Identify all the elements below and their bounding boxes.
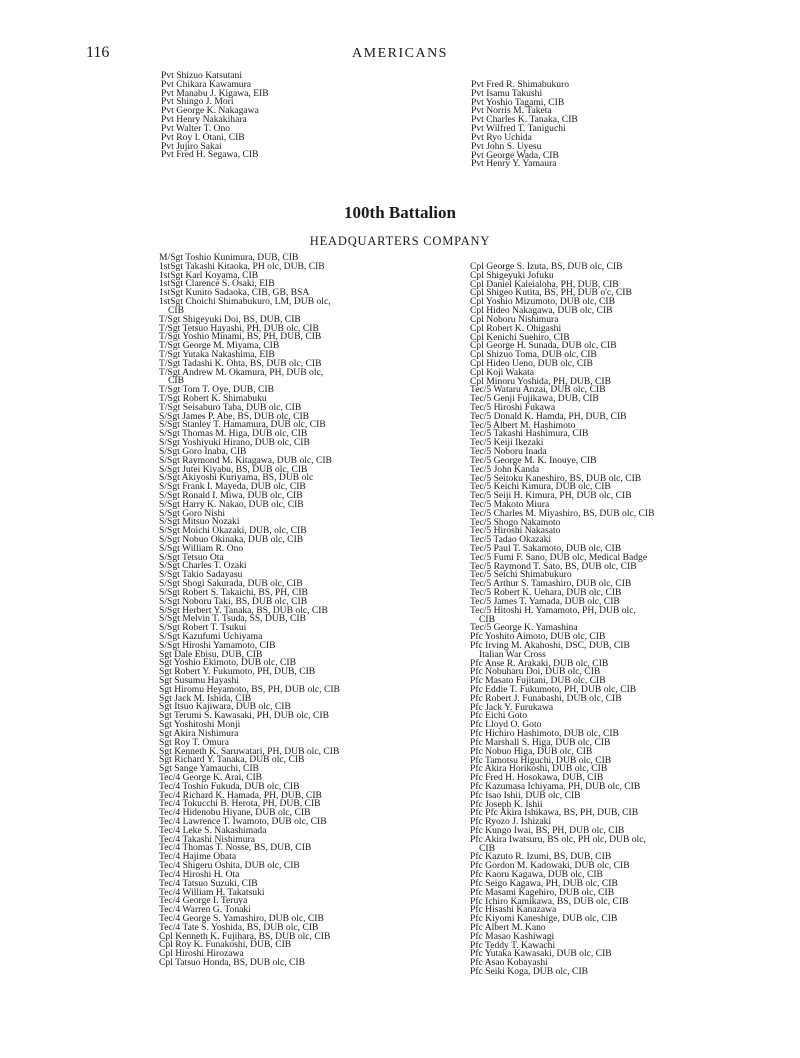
roster-entry: Tec/4 Warren G. Tonaki [159, 904, 251, 916]
roster-entry: Tec/4 Toshio Fukuda, DUB olc, CIB [159, 780, 300, 792]
roster-entry: T/Sgt Shigeyuki Doi, BS, DUB, CIB [159, 313, 301, 325]
roster-entry: Tec/5 Keichi Kimura, DUB olc, CIB [470, 481, 611, 493]
roster-entry: Tec/5 Fumi F. Sano, DUB olc, Medical Badge [470, 551, 648, 563]
roster-entry: Tec/5 George M. K. Inouye, CIB [470, 454, 597, 466]
roster-entry: Cpl Robert K. Ohigashi [470, 322, 562, 334]
roster-entry: Pfc Seiki Koga, DUB olc, CIB [470, 966, 589, 977]
roster-entry: Sgt Jack M. Ishida, CIB [159, 692, 252, 704]
roster-entry: Pvt George Wada, CIB [471, 149, 559, 161]
roster-entry: Tec/5 Genji Fujikawa, DUB, CIB [470, 393, 599, 405]
roster-entry: Sgt Hiromu Heyamoto, BS, PH, DUB olc, CIB [159, 683, 340, 695]
roster-entry: Tec/4 Lawrence T. Iwamoto, DUB olc, CIB [159, 816, 327, 827]
roster-entry: Pfc Masami Kagehiro, DUB olc, CIB [470, 886, 615, 898]
roster-entry: Pvt Wilfred T. Taniguchi [471, 123, 566, 135]
roster-entry: S/Sgt Herbert Y. Tanaka, BS, DUB olc, CIB [159, 604, 328, 616]
roster-entry: Pfc Masao Kashiwagi [470, 930, 555, 942]
roster-entry: S/Sgt Kazufumi Uchiyama [159, 630, 263, 642]
roster-entry: Tec/5 James T. Yamada, DUB olc, CIB [470, 595, 620, 607]
roster-entry: Pvt Yoshio Tagami, CIB [471, 96, 565, 108]
roster-entry: Cpl Kenichi Suehiro, CIB [470, 331, 570, 343]
roster-entry: S/Sgt Hiroshi Yamamoto, CIB [159, 639, 276, 651]
roster-entry: Tec/5 Hiroshi Fukawa [470, 402, 556, 413]
roster-entry: Tec/5 Donald K. Hamda, PH, DUB, CIB [470, 410, 627, 422]
roster-entry: Pvt Jujiro Sakai [161, 140, 222, 152]
roster-entry: CIB [479, 842, 495, 854]
roster-left-column [159, 254, 340, 968]
roster-entry: Pvt Charles K. Tanaka, CIB [471, 114, 578, 126]
roster-entry: Italian War Cross [479, 648, 546, 660]
roster-entry: S/Sgt Tetsuo Ota [159, 551, 224, 563]
roster-entry: Pfc Teddy T. Kawachi [470, 939, 556, 951]
roster-entry: Tec/4 Richard K. Hamada, PH, DUB, CIB [159, 789, 322, 801]
roster-entry: Tec/4 Takashi Nishimura [159, 833, 255, 845]
roster-entry: S/Sgt Goro Inaba, CIB [159, 445, 247, 457]
roster-entry: Cpl Shizuo Toma, DUB olc, CIB [470, 349, 597, 361]
roster-entry: CIB [479, 613, 495, 625]
roster-entry: Pvt Chikara Kawamura [161, 78, 252, 90]
roster-entry: Pfc Anse R. Arakaki, DUB olc, CIB [470, 657, 609, 669]
roster-entry: Pvt Henry Y. Yamaura [471, 158, 557, 170]
roster-entry: Cpl George S. Izuta, BS, DUB olc, CIB [470, 261, 623, 272]
roster-entry: CIB [168, 304, 184, 316]
roster-entry: Cpl Tatsuo Honda, BS, DUB olc, CIB [159, 957, 305, 968]
roster-entry: Tec/5 Seitoku Kaneshiro, BS, DUB olc, CIB [470, 472, 642, 484]
roster-entry: Pfc Asao Kobayashi [470, 957, 548, 969]
roster-entry: T/Sgt Robert K. Shimabuku [159, 393, 267, 404]
roster-entry: Pvt George K. Nakagawa [161, 105, 259, 117]
roster-entry: 1stSgt Takashi Kitaoka, PH olc, DUB, CIB [159, 260, 325, 272]
roster-entry: Pvt Roy I. Otani, CIB [161, 131, 245, 143]
roster-entry: Tec/4 William H. Takatsuki [159, 886, 265, 898]
roster-entry: S/Sgt William R. Ono [159, 542, 244, 554]
roster-entry: Pfc Hisashi Kanazawa [470, 904, 557, 916]
roster-entry: T/Sgt Yutaka Nakashima, EIB [159, 348, 275, 360]
roster-entry: S/Sgt Takio Sadayasu [159, 569, 243, 581]
roster-entry: Tec/4 George S. Yamashiro, DUB olc, CIB [159, 912, 324, 924]
roster-entry: Tec/4 Hajime Obata [159, 851, 237, 863]
roster-entry: Pfc Kazuto R. Izumi, BS, DUB, CIB [470, 851, 612, 863]
roster-entry: Tec/4 George K. Arai, CIB [159, 771, 263, 783]
roster-entry: S/Sgt Yoshiyuki Hirano, DUB olc, CIB [159, 437, 310, 449]
roster-entry: S/Sgt Robert S. Takaichi, BS, PH, CIB [159, 586, 308, 598]
roster-entry: Sgt Robert Y. Fukumoto, PH, DUB, CIB [159, 666, 316, 678]
roster-entry: Pfc Isao Ishii, DUB olc, CIB [470, 789, 581, 801]
roster-entry: T/Sgt Andrew M. Okamura, PH, DUB olc, [159, 366, 324, 378]
roster-entry: Cpl Hiroshi Hirozawa [159, 948, 244, 960]
roster-entry: Pvt Fred R. Shimabukuro [471, 79, 570, 90]
roster-entry: Tec/5 Arthur S. Tamashiro, DUB olc, CIB [470, 578, 632, 590]
roster-entry: Tec/5 Albert M. Hashimoto [470, 419, 576, 431]
roster-entry: Sgt Roy T. Omura [159, 736, 229, 748]
roster-entry: Pfc Akira Iwatsuru, BS olc, PH olc, DUB olc, [470, 833, 646, 845]
roster-entry: Pvt Fred H. Segawa, CIB [161, 149, 259, 161]
roster-entry: Cpl George H. Sunada, DUB olc, CIB [470, 340, 617, 352]
roster-entry: Pfc Eichi Goto [470, 710, 528, 722]
roster-entry: Sgt Richard Y. Tanaka, DUB olc, CIB [159, 754, 305, 766]
roster-entry: Pfc Fred H. Hosokawa, DUB, CIB [470, 772, 604, 784]
roster-entry: Cpl Shigeo Kutita, BS, PH, DUB o'c, CIB [470, 287, 632, 299]
roster-entry: Sgt Itsuo Kajiwara, DUB olc, CIB [159, 701, 291, 713]
roster-entry: Tec/4 Tokucchi B. Herota, PH, DUB, CIB [159, 798, 321, 810]
roster-entry: Pvt Isamu Takushi [471, 87, 543, 99]
roster-entry: Pfc Nobuharu Doi, DUB olc, CIB [470, 666, 601, 678]
roster-entry: Pfc Kaoru Kagawa, DUB olc, CIB [470, 869, 603, 881]
roster-entry: Pfc Irving M. Akahoshi, DSC, DUB, CIB [470, 639, 630, 651]
roster-entry: Pvt Ryo Uchida [471, 131, 532, 143]
roster-entry: Tec/4 Hiroshi H. Ota [159, 868, 240, 880]
roster-entry: Pfc Ryozo J. Ishizaki [470, 816, 552, 828]
roster-entry: Pvt Henry Nakakihara [161, 114, 247, 126]
page-number: 116 [86, 44, 110, 61]
roster-entry: S/Sgt Melvin T. Tsuda, SS, DUB, CIB [159, 613, 306, 625]
roster-entry: Cpl Yoshio Mizumoto, DUB olc, CIB [470, 296, 615, 308]
roster-entry: Pfc Yoshito Aimoto, DUB olc, CIB [470, 631, 606, 643]
roster-entry: Sgt Kenneth K. Saruwatari, PH, DUB olc, CIB [159, 745, 340, 757]
roster-entry: S/Sgt Akiyoshi Kuriyama, BS, DUB olc [159, 472, 314, 484]
roster-entry: Tec/5 George K. Yamashina [470, 622, 578, 634]
roster-entry: M/Sgt Toshio Kunimura, DUB, CIB [159, 252, 299, 263]
roster-entry: 1stSgt Choichi Shimabukuro, LM, DUB olc, [159, 296, 331, 308]
roster-entry: Pfc Marshall S. Higa, DUB olc, CIB [470, 736, 611, 748]
roster-entry: Cpl Kenneth K. Fujihara, BS, DUB olc, CIB [159, 930, 331, 942]
roster-entry: Sgt Akira Nishimura [159, 727, 239, 739]
roster-entry: Tec/4 Hidenobu Hiyane, DUB olc, CIB [159, 807, 311, 819]
roster-entry: S/Sgt Charles T. Ozaki [159, 560, 247, 572]
roster-entry: S/Sgt Ronald I. Miwa, DUB olc, CIB [159, 489, 303, 501]
top-roster-right-column [471, 81, 578, 169]
roster-entry: Pfc Nobuo Higa, DUB olc, CIB [470, 745, 593, 757]
roster-entry: Cpl Roy K. Funakoshi, DUB, CIB [159, 939, 292, 951]
roster-entry: Pfc Yutaka Kawasaki, DUB olc, CIB [470, 948, 612, 960]
roster-entry: Tec/5 Shogo Nakamoto [470, 516, 561, 528]
roster-entry: S/Sgt Stanley T. Hamamura, DUB olc, CIB [159, 419, 326, 431]
roster-entry: S/Sgt Frank I. Mayeda, DUB olc, CIB [159, 481, 306, 493]
roster-entry: Pfc Kungo Iwai, BS, PH, DUB olc, CIB [470, 825, 625, 836]
roster-entry: Pfc Kiyomi Kaneshige, DUB olc, CIB [470, 913, 618, 925]
roster-entry: T/Sgt Yoshio Minami, BS, PH, DUB, CIB [159, 331, 322, 343]
roster-entry: Pfc Akira Horikoshi, DUB olc, CIB [470, 763, 608, 775]
roster-entry: S/Sgt Harry K. Nakao, DUB olc, CIB [159, 498, 304, 510]
roster-entry: S/Sgt Mitsuo Nozaki [159, 516, 240, 528]
roster-entry: S/Sgt Noboru Taki, BS, DUB olc, CIB [159, 595, 308, 607]
roster-entry: Tec/4 Tatsuo Suzuki, CIB [159, 877, 258, 889]
roster-entry: T/Sgt Seisaburo Taba, DUB olc, CIB [159, 401, 302, 413]
roster-entry: Tec/5 Charles M. Miyashiro, BS, DUB olc, CIB [470, 507, 655, 519]
roster-entry: Pfc Joseph K. Ishii [470, 798, 543, 810]
roster-entry: T/Sgt George M. Miyama, CIB [159, 340, 280, 352]
roster-entry: S/Sgt James P. Abe, BS, DUB olc, CIB [159, 410, 310, 422]
roster-entry: Pvt Walter T. Ono [161, 122, 231, 134]
roster-entry: Tec/4 Leke S. Nakashimada [159, 824, 267, 836]
roster-entry: Pfc Kazumasa Ichiyama, PH, DUB olc, CIB [470, 780, 641, 792]
roster-entry: Cpl Daniel Kaleialoha, PH, DUB, CIB [470, 278, 619, 290]
roster-entry: 1stSgt Clarence S. Osaki, EIB [159, 278, 275, 290]
roster-entry: Pfc Masato Fujitani, DUB olc, CIB [470, 675, 606, 687]
roster-entry: Sgt Susumu Hayashi [159, 675, 239, 686]
roster-entry: Pvt Manabu J. Kigawa, EIB [161, 87, 269, 99]
section-subtitle: HEADQUARTERS COMPANY [309, 234, 491, 248]
roster-entry: S/Sgt Goro Nishi [159, 507, 226, 519]
roster-entry: Sgt Yoshitoshi Monji [159, 719, 241, 731]
roster-entry: Pfc Gordon M. Kadowaki, DUB olc, CIB [470, 860, 630, 872]
roster-entry: Tec/5 Paul T. Sakamoto, DUB olc, CIB [470, 543, 622, 554]
roster-entry: Tec/4 Shigeru Oshita, DUB olc, CIB [159, 860, 300, 872]
section-title: 100th Battalion [344, 203, 456, 222]
roster-entry: S/Sgt Jutei Kiyabu, BS, DUB olc, CIB [159, 463, 308, 475]
roster-entry: Pfc Hichiro Hashimoto, DUB olc, CIB [470, 728, 619, 740]
roster-entry: Tec/5 Raymond T. Sato, BS, DUB olc, CIB [470, 560, 637, 572]
roster-entry: Pvt Shizuo Katsutani [161, 70, 243, 81]
roster-entry: S/Sgt Moichi Okazaki, DUB, olc, CIB [159, 525, 307, 537]
roster-entry: Pfc Eddie T. Fukumoto, PH, DUB olc, CIB [470, 684, 637, 695]
roster-entry: Pfc Tamotsu Higuchi, DUB olc, CIB [470, 754, 612, 766]
roster-entry: Pfc Ichiro Kamikawa, BS, DUB olc, CIB [470, 895, 629, 907]
top-roster-left-column [161, 72, 269, 160]
roster-entry: Tec/5 Hiroshi Nakasato [470, 525, 561, 537]
roster-entry: Pfc Robert J. Funabashi, DUB olc, CIB [470, 692, 622, 704]
roster-entry: S/Sgt Raymond M. Kitagawa, DUB olc, CIB [159, 454, 332, 466]
roster-entry: CIB [168, 375, 184, 387]
roster-entry: T/Sgt Tom T. Oye, DUB, CIB [159, 384, 274, 396]
roster-entry: T/Sgt Tetsuo Hayashi, PH, DUB olc, CIB [159, 322, 319, 334]
roster-entry: Cpl Koji Wakata [470, 366, 535, 378]
roster-entry: Tec/5 John Kanda [470, 463, 540, 475]
roster-entry: Tec/4 Tate S. Yoshida, BS, DUB olc, CIB [159, 921, 319, 933]
roster-entry: Tec/5 Makoto Miura [470, 498, 550, 510]
roster-entry: Tec/5 Robert K. Uehara, DUB olc, CIB [470, 587, 622, 599]
roster-entry: Tec/5 Tadao Okazaki [470, 534, 552, 546]
roster-entry: T/Sgt Tadashi K. Ohta, BS, DUB olc, CIB [159, 357, 322, 369]
roster-entry: Sgt Terumi S. Kawasaki, PH, DUB olc, CIB [159, 710, 329, 722]
roster-entry: Cpl Minoru Yoshida, PH, DUB, CIB [470, 375, 612, 387]
roster-entry: Tec/5 Hitoshi H. Yamamoto, PH, DUB olc, [470, 604, 636, 616]
roster-entry: Tec/5 Takashi Hashimura, CIB [470, 428, 589, 440]
roster-entry: S/Sgt Robert T. Tsukui [159, 622, 247, 634]
roster-entry: 1stSgt Karl Koyama, CIB [159, 269, 259, 281]
roster-entry: S/Sgt Shogi Sakurada, DUB olc, CIB [159, 578, 303, 590]
roster-entry: Tec/5 Seiji H. Kimura, PH, DUB olc, CIB [470, 490, 632, 502]
roster-entry: Pfc Lloyd O. Goto [470, 719, 542, 731]
roster-entry: Tec/5 Keiji Ikezaki [470, 437, 544, 449]
roster-entry: Tec/4 Thomas T. Nosse, BS, DUB, CIB [159, 842, 312, 854]
roster-entry: Pvt Norris M. Taketa [471, 105, 552, 117]
roster-entry: Cpl Hideo Ueno, DUB olc, CIB [470, 357, 593, 369]
roster-entry: Pvt Shingo J. Mori [161, 96, 234, 108]
roster-entry: Tec/5 Seichi Shimabukuro [470, 569, 572, 581]
roster-entry: Cpl Hideo Nakagawa, DUB olc, CIB [470, 305, 613, 317]
roster-entry: S/Sgt Thomas M. Higa, DUB olc, CIB [159, 428, 308, 440]
roster-entry: Sgt Yoshio Ekimoto, DUB olc, CIB [159, 657, 297, 669]
running-head: AMERICANS [352, 46, 448, 61]
roster-entry: Tec/5 Noboru Inada [470, 446, 547, 458]
roster-entry: Pfc Jack Y. Furukawa [470, 701, 554, 713]
roster-entry: Cpl Shigeyuki Jofuku [470, 269, 554, 281]
roster-entry: S/Sgt Nobuo Okinaka, DUB olc, CIB [159, 534, 304, 545]
roster-entry: Cpl Noboru Nishimura [470, 313, 559, 325]
roster-right-column [470, 263, 655, 977]
roster-entry: Pvt John S. Uyesu [471, 140, 542, 152]
roster-entry: Pfc Pfc Akira Ishikawa, BS, PH, DUB, CIB [470, 807, 639, 819]
roster-entry: Pfc Albert M. Kano [470, 921, 546, 933]
roster-entry: Sgt Sange Yamauchi, CIB [159, 763, 259, 775]
roster-entry: Sgt Dale Ebisu, DUB, CIB [159, 648, 263, 660]
roster-entry: Pfc Seigo Kagawa, PH, DUB olc, CIB [470, 877, 618, 889]
roster-entry: Tec/4 George I. Teruya [159, 895, 248, 907]
roster-entry: 1stSgt Kunito Sadaoka, CIB, GB, BSA [159, 287, 310, 299]
roster-entry: Tec/5 Wataru Anzai, DUB olc, CIB [470, 384, 606, 396]
